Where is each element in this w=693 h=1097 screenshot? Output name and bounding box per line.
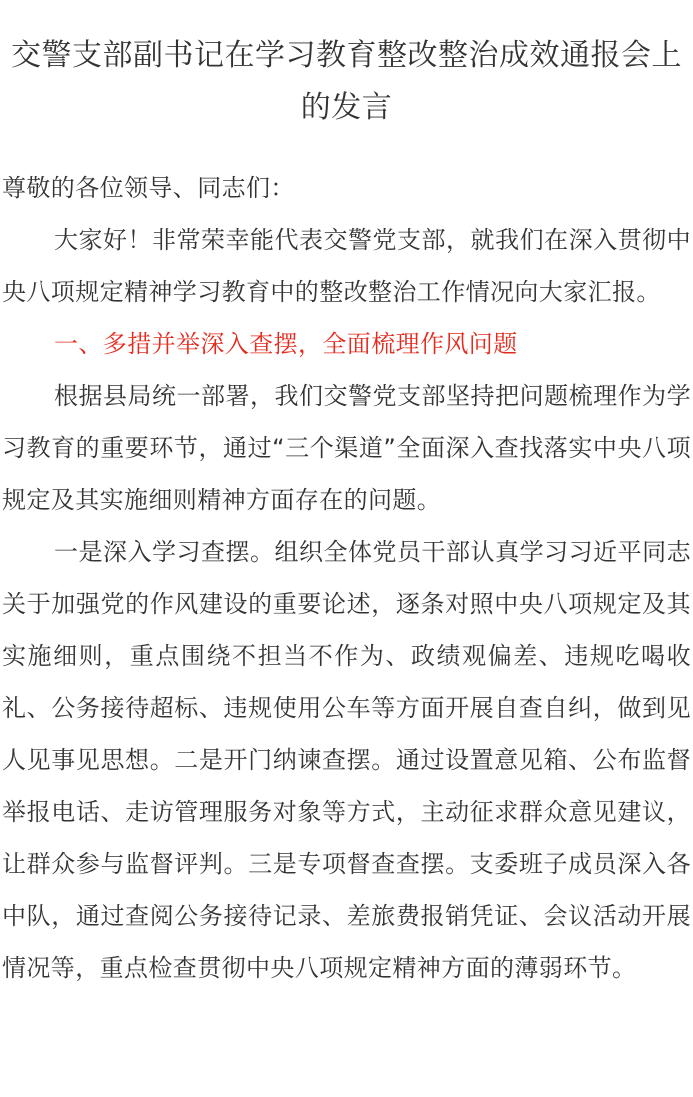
document-title: 交警支部副书记在学习教育整改整治成效通报会上的发言 (11, 38, 682, 125)
section-heading-1: 一、多措并举深入查摆，全面梳理作风问题 (54, 330, 518, 358)
document-body (0, 162, 693, 994)
salutation: 尊敬的各位领导、同志们： (2, 174, 295, 202)
opening-paragraph: 大家好！非常荣幸能代表交警党支部，就我们在深入贯彻中央八项规定精神学习教育中的整改整治工作情况向大家汇报。 (2, 226, 691, 306)
section-1-detail-paragraph: 一是深入学习查摆。组织全体党员干部认真学习习近平同志关于加强党的作风建设的重要论述，逐条对照中央八项规定及其实施细则，重点围绕不担当不作为、政绩观偏差、违规吃喝收礼、公务接待超标、违规使用公车等方面开展自查自纠，做到见人见事见思想。二是开门纳谏查摆。通过设置意见箱、公布监督举报电话、走访管理服务对象等方式，主动征求群众意见建议，让群众参与监督评判。三是专项督查查摆。支委班子成员深入各中队，通过查阅公务接待记录、差旅费报销凭证、会议活动开展情况等，重点检查贯彻中央八项规定精神方面的薄弱环节。 (2, 538, 691, 982)
section-1-intro-paragraph: 根据县局统一部署，我们交警党支部坚持把问题梳理作为学习教育的重要环节，通过“三个渠道”全面深入查找落实中央八项规定及其实施细则精神方面存在的问题。 (2, 382, 691, 514)
